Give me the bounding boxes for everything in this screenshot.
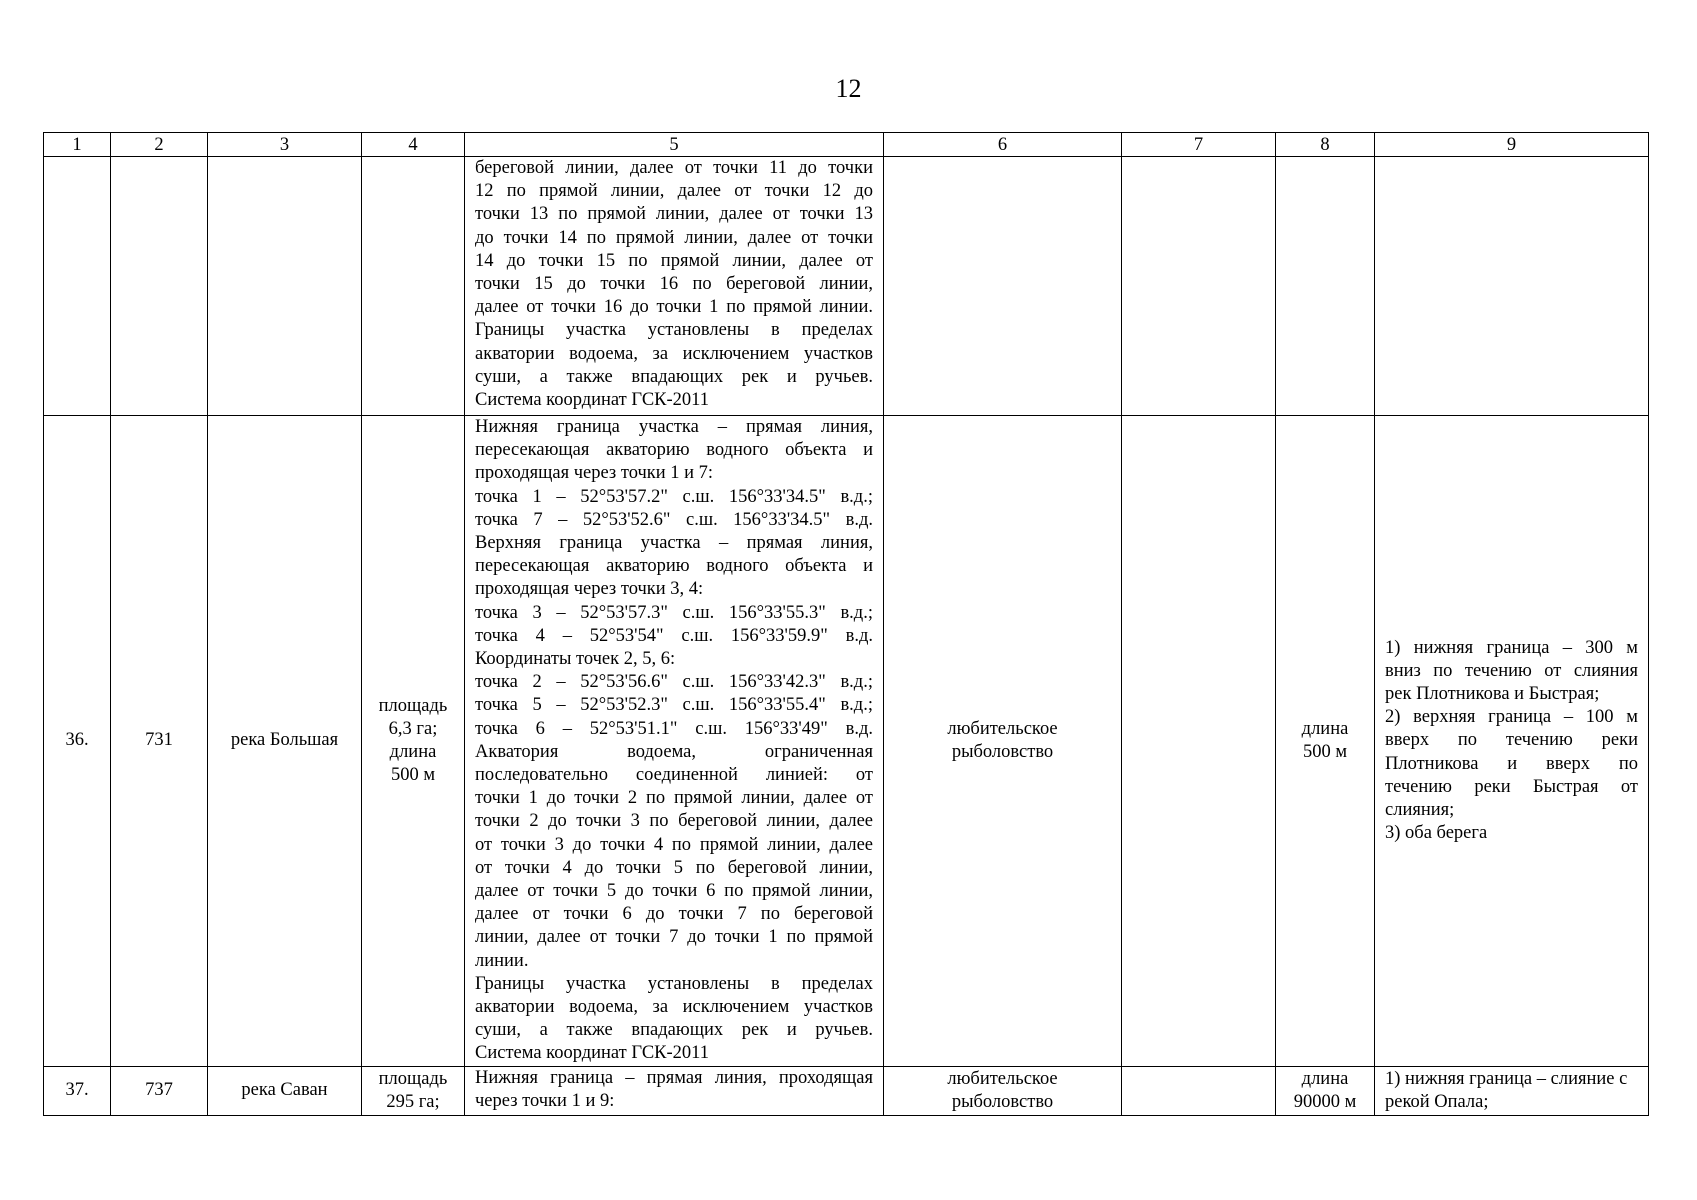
col7-cell [1122, 157, 1276, 416]
header-cell: 8 [1276, 133, 1375, 157]
notes-line: вверх по течению реки [1385, 730, 1638, 751]
description-line: далее от точки 16 до точки 1 по прямой линии. [475, 297, 873, 318]
description-line: Нижняя граница – прямая линия, проходящая [475, 1068, 873, 1088]
description-line: от точки 4 до точки 5 по береговой линии, [475, 857, 873, 878]
description-line: точки 1 до точки 2 по прямой линии, далее от [475, 788, 873, 809]
header-cell: 7 [1122, 133, 1276, 157]
notes-line: 2) верхняя граница – 100 м [1385, 707, 1638, 728]
description-line: точка 4 – 52°53'54" с.ш. 156°33'59.9" в.д. [475, 625, 873, 646]
notes-line: слияния; [1385, 800, 1455, 820]
description-line: пересекающая акваторию водного объекта и [475, 556, 873, 577]
waterbody-table [43, 132, 1649, 1116]
description-line: далее от точки 5 до точки 6 по прямой линии, [475, 881, 873, 902]
notes-line: Плотникова и вверх по [1385, 753, 1638, 774]
description-line: последовательно соединенной линией: от [475, 765, 873, 786]
description-line: через точки 1 и 9: [475, 1091, 615, 1112]
description-line: Акватория водоема, ограниченная [475, 741, 873, 762]
num-cell [44, 157, 111, 416]
size-line: 6,3 га; [388, 718, 438, 739]
table-row-continuation [44, 157, 1649, 416]
description-line: Нижняя граница участка – прямая линия, [475, 417, 873, 437]
name-cell: река Большая [208, 416, 362, 1067]
length-line: длина [1301, 718, 1349, 739]
purpose-cell [884, 157, 1122, 416]
header-cell: 1 [44, 133, 111, 157]
purpose-line: рыболовство [951, 1092, 1054, 1112]
size-cell [362, 416, 465, 1067]
description-line: Верхняя граница участка – прямая линия, [475, 533, 873, 554]
name-cell: река Саван [208, 1067, 362, 1116]
purpose-line: рыболовство [951, 742, 1054, 762]
col7-cell [1122, 416, 1276, 1067]
table-header-row [44, 133, 1649, 157]
notes-cell [1375, 1067, 1649, 1116]
size-line: 500 м [390, 765, 436, 786]
length-line: 90000 м [1293, 1092, 1357, 1112]
purpose-cell [884, 416, 1122, 1067]
purpose-cell [884, 1067, 1122, 1116]
description-line: точки 13 по прямой линии, далее от точки 13 [475, 204, 873, 225]
description-line: Координаты точек 2, 5, 6: [475, 649, 676, 670]
description-line: точки 2 до точки 3 по береговой линии, далее [475, 811, 873, 832]
size-line: площадь [378, 1068, 448, 1089]
description-line: суши, а также впадающих рек и ручьев. [475, 366, 873, 387]
header-cell: 9 [1375, 133, 1649, 157]
description-line: Границы участка установлены в пределах [475, 973, 873, 994]
description-line: береговой линии, далее от точки 11 до точки [475, 158, 873, 178]
code-cell [111, 157, 208, 416]
description-line: Система координат ГСК-2011 [475, 390, 709, 411]
size-cell [362, 1067, 465, 1116]
notes-cell [1375, 157, 1649, 416]
description-line: проходящая через точки 1 и 7: [475, 463, 714, 484]
size-line: длина [389, 742, 437, 762]
length-cell [1276, 1067, 1375, 1116]
description-line: линии. [475, 950, 529, 971]
notes-line: течению реки Быстрая от [1385, 776, 1638, 797]
purpose-line: любительское [947, 718, 1058, 739]
length-line: 500 м [1302, 742, 1348, 762]
description-line: от точки 3 до точки 4 по прямой линии, далее [475, 834, 873, 855]
header-cell: 5 [465, 133, 884, 157]
description-line: точки 15 до точки 16 по береговой линии, [475, 274, 873, 295]
table-row-37 [44, 1067, 1649, 1116]
code-cell: 737 [111, 1067, 208, 1116]
table-row-36 [44, 416, 1649, 1067]
description-line: точка 1 – 52°53'57.2" с.ш. 156°33'34.5" в.д.; [475, 486, 873, 507]
description-line: 14 до точки 15 по прямой линии, далее от [475, 250, 873, 271]
description-line: точка 3 – 52°53'57.3" с.ш. 156°33'55.3" в.д.; [475, 602, 873, 623]
header-cell: 6 [884, 133, 1122, 157]
code-cell: 731 [111, 416, 208, 1067]
description-line: точка 6 – 52°53'51.1" с.ш. 156°33'49" в.д. [475, 718, 873, 739]
header-cell: 4 [362, 133, 465, 157]
size-line: 295 га; [386, 1092, 440, 1112]
num-cell: 36. [44, 416, 111, 1067]
description-cell [465, 416, 884, 1067]
length-cell [1276, 157, 1375, 416]
purpose-line: любительское [947, 1068, 1058, 1089]
notes-line: 1) нижняя граница – 300 м [1385, 637, 1638, 658]
description-line: проходящая через точки 3, 4: [475, 579, 704, 600]
size-cell [362, 157, 465, 416]
description-line: суши, а также впадающих рек и ручьев. [475, 1020, 873, 1041]
description-line: 12 по прямой линии, далее от точки 12 до [475, 181, 873, 202]
notes-line: рекой Опала; [1385, 1092, 1489, 1112]
description-cell [465, 1067, 884, 1116]
length-line: длина [1301, 1068, 1349, 1089]
header-cell: 2 [111, 133, 208, 157]
notes-cell [1375, 416, 1649, 1067]
page-number: 12 [835, 74, 862, 103]
description-line: точка 2 – 52°53'56.6" с.ш. 156°33'42.3" в.д.; [475, 672, 873, 693]
num-cell: 37. [44, 1067, 111, 1116]
description-line: Границы участка установлены в пределах [475, 320, 873, 341]
name-cell [208, 157, 362, 416]
size-line: площадь [378, 695, 448, 716]
description-line: точка 7 – 52°53'52.6" с.ш. 156°33'34.5" в.д. [475, 509, 873, 530]
description-line: пересекающая акваторию водного объекта и [475, 440, 873, 461]
notes-line: рек Плотникова и Быстрая; [1385, 683, 1600, 704]
length-cell [1276, 416, 1375, 1067]
description-line: линии, далее от точки 7 до точки 1 по прямой [475, 927, 873, 948]
description-line: далее от точки 6 до точки 7 по береговой [475, 904, 873, 925]
notes-line: 1) нижняя граница – слияние с [1385, 1068, 1628, 1089]
description-line: до точки 14 по прямой линии, далее от точки [475, 227, 873, 248]
description-line: акватории водоема, за исключением участков [475, 997, 873, 1018]
description-line: точка 5 – 52°53'52.3" с.ш. 156°33'55.4" в.д.; [475, 695, 873, 716]
description-line: Система координат ГСК-2011 [475, 1043, 709, 1064]
header-cell: 3 [208, 133, 362, 157]
col7-cell [1122, 1067, 1276, 1116]
notes-line: 3) оба берега [1385, 823, 1488, 844]
description-cell [465, 157, 884, 416]
notes-line: вниз по течению от слияния [1385, 660, 1638, 681]
description-line: акватории водоема, за исключением участков [475, 343, 873, 364]
